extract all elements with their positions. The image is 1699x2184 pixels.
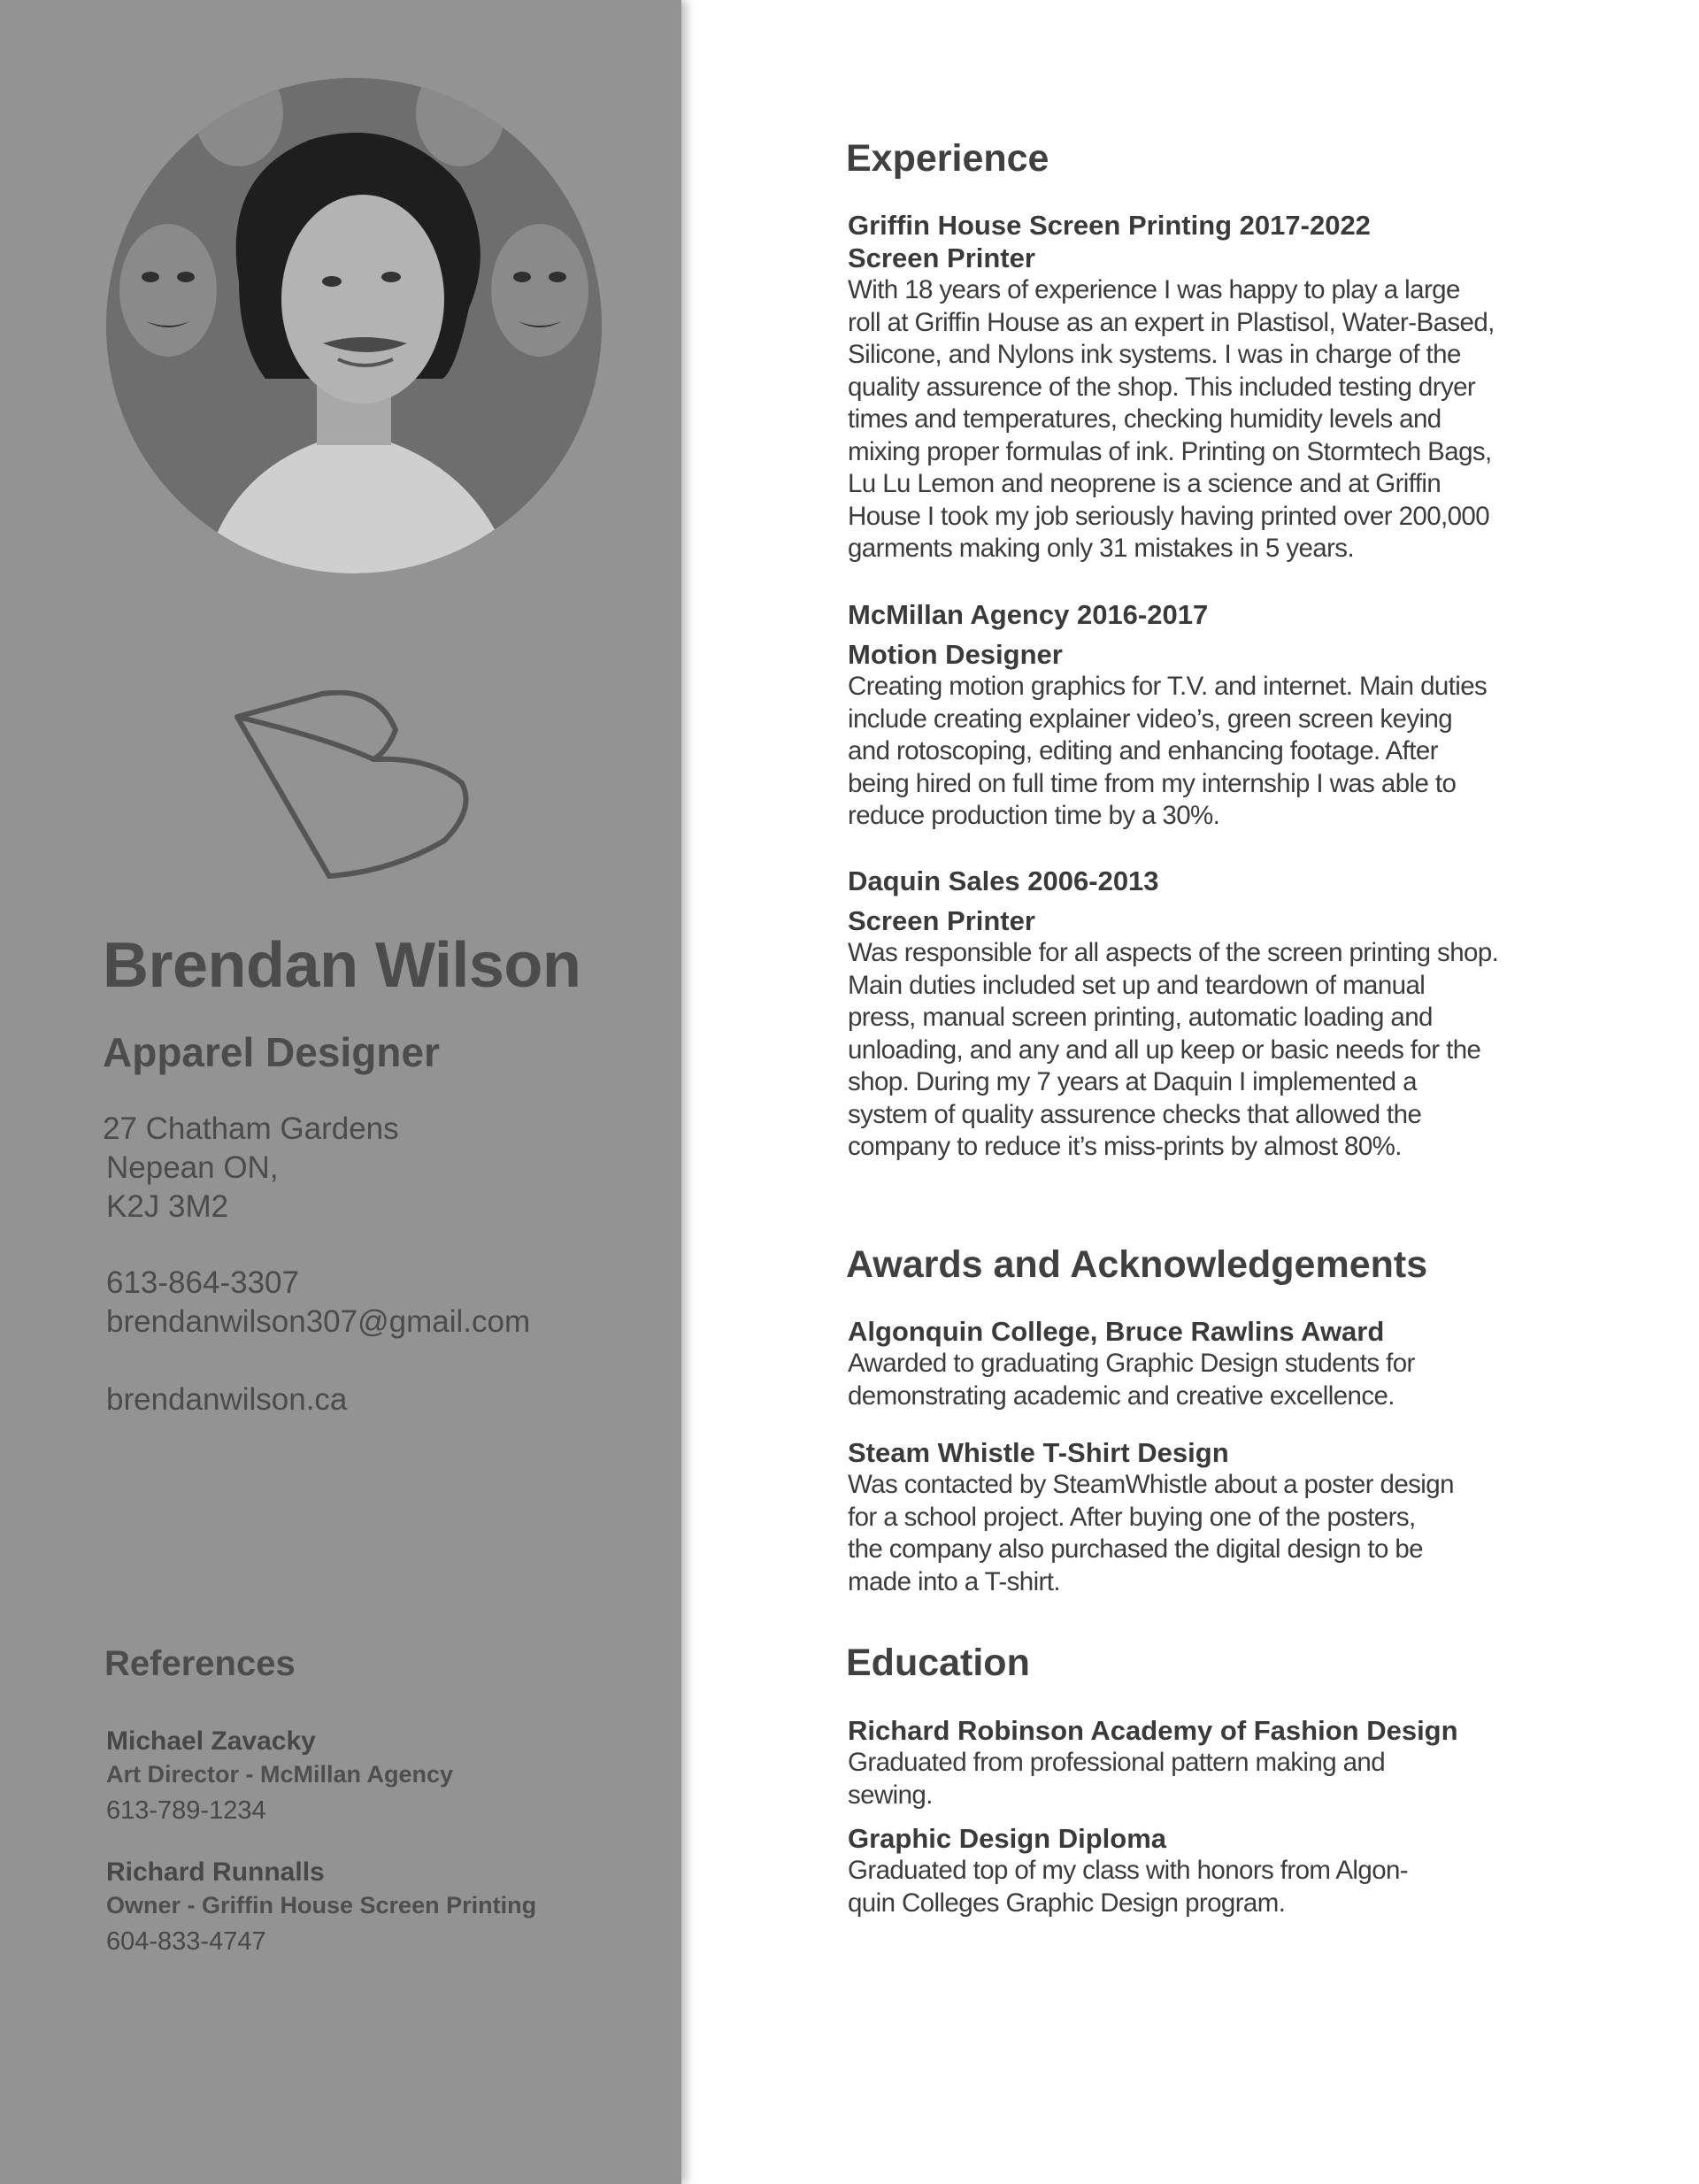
description-line: company to reduce it’s miss-prints by almost 80%. [848, 1132, 1402, 1161]
reference-item [106, 1855, 536, 1963]
description-line: Graduated top of my class with honors from Algon- [848, 1856, 1409, 1885]
reference-name: Richard Runnalls [106, 1857, 325, 1887]
references-heading: References [104, 1644, 296, 1683]
description-line: include creating explainer video’s, green screen keying [848, 704, 1453, 734]
person-name: Brendan Wilson [103, 930, 581, 1001]
description-line: press, manual screen printing, automatic loading and [848, 1003, 1433, 1032]
description-line: mixing proper formulas of ink. Printing on Stormtech Bags, [848, 436, 1492, 466]
description-line: the company also purchased the digital design to be [848, 1534, 1423, 1564]
awards-heading: Awards and Acknowledgements [846, 1243, 1428, 1286]
description-line: Was responsible for all aspects of the screen printing shop. [848, 938, 1499, 967]
job-title: Apparel Designer [103, 1029, 440, 1075]
address-line: K2J 3M2 [106, 1189, 229, 1224]
reference-phone: 613-789-1234 [106, 1796, 266, 1825]
website-link: brendanwilson.ca [106, 1382, 348, 1417]
reference-name: Michael Zavacky [106, 1726, 316, 1756]
description-line: Awarded to graduating Graphic Design students for [848, 1349, 1415, 1378]
reference-item [106, 1724, 453, 1832]
position-title: Screen Printer [848, 905, 1035, 936]
education-entry [848, 1714, 1520, 1811]
company-name: Daquin Sales 2006-2013 [848, 865, 1159, 896]
description-line: unloading, and any and all up keep or basic needs for the [848, 1034, 1481, 1065]
address-line: 27 Chatham Gardens [103, 1111, 399, 1146]
experience-heading: Experience [846, 137, 1049, 180]
profile-photo [106, 78, 602, 573]
description-line: roll at Griffin House as an expert in Plastisol, Water-Based, [848, 307, 1495, 337]
description-line: Silicone, and Nylons ink systems. I was in charge of the [848, 340, 1461, 369]
experience-entry [848, 209, 1520, 565]
description-line: With 18 years of experience I was happy to play a large [848, 275, 1460, 304]
company-name: Griffin House Screen Printing 2017-2022 [848, 210, 1371, 241]
portrait-image [106, 78, 602, 573]
reference-phone: 604-833-4747 [106, 1927, 266, 1956]
description-line: shop. During my 7 years at Daquin I implemented a [848, 1067, 1417, 1096]
experience-entry [848, 865, 1520, 1164]
address [103, 1110, 399, 1227]
description-line: Graduated from professional pattern making and [848, 1748, 1386, 1777]
reference-role: Art Director - McMillan Agency [106, 1761, 454, 1788]
description-line: House I took my job seriously having printed over 200,000 [848, 501, 1490, 531]
award-entry [848, 1436, 1520, 1598]
description-line: times and temperatures, checking humidity levels and [848, 404, 1441, 434]
award-entry [848, 1315, 1520, 1412]
description-line: sewing. [848, 1780, 933, 1810]
school-name: Richard Robinson Academy of Fashion Design [848, 1715, 1458, 1746]
position-title: Motion Designer [848, 639, 1063, 670]
description-line: Was contacted by SteamWhistle about a poster design [848, 1470, 1454, 1499]
award-name: Steam Whistle T-Shirt Design [848, 1437, 1229, 1468]
description-line: made into a T-shirt. [848, 1566, 1060, 1596]
company-name: McMillan Agency 2016-2017 [848, 599, 1209, 630]
address-line: Nepean ON, [106, 1150, 279, 1185]
description-line: quin Colleges Graphic Design program. [848, 1888, 1286, 1918]
sidebar [0, 0, 681, 2184]
description-line: system of quality assurence checks that allowed the [848, 1099, 1422, 1129]
experience-entry [848, 598, 1520, 833]
position-title: Screen Printer [848, 242, 1035, 273]
education-entry [848, 1822, 1520, 1919]
description-line: demonstrating academic and creative excellence. [848, 1380, 1395, 1411]
brand-logo-icon [232, 690, 474, 881]
description-line: for a school project. After buying one of the posters, [848, 1502, 1416, 1532]
phone-number: 613-864-3307 [106, 1265, 299, 1300]
education-heading: Education [846, 1642, 1030, 1684]
award-name: Algonquin College, Bruce Rawlins Award [848, 1316, 1385, 1347]
diploma-name: Graphic Design Diploma [848, 1823, 1167, 1854]
description-line: quality assurence of the shop. This included testing dryer [848, 372, 1476, 402]
description-line: and rotoscoping, editing and enhancing footage. After [848, 736, 1438, 765]
description-line: Lu Lu Lemon and neoprene is a science and at Griffin [848, 469, 1441, 498]
description-line: garments making only 31 mistakes in 5 years. [848, 534, 1355, 563]
description-line: being hired on full time from my internship I was able to [848, 768, 1457, 798]
email-address: brendanwilson307@gmail.com [106, 1304, 531, 1339]
reference-role: Owner - Griffin House Screen Printing [106, 1892, 537, 1919]
description-line: Main duties included set up and teardown of manual [848, 970, 1426, 1000]
description-line: Creating motion graphics for T.V. and internet. Main duties [848, 672, 1488, 701]
description-line: reduce production time by a 30%. [848, 801, 1220, 830]
